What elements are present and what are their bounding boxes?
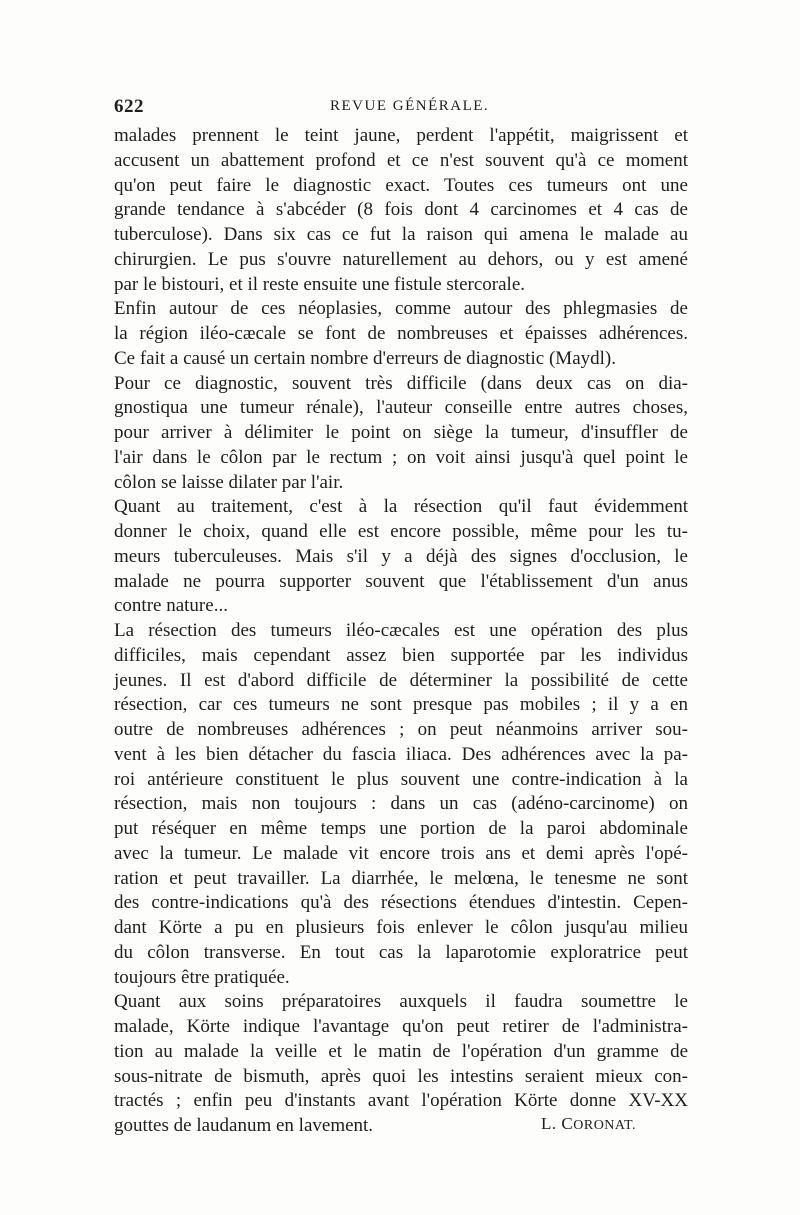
text-line: résection, mais non toujours : dans un cas (adéno-carcinome) on — [114, 793, 688, 815]
text-line: la région iléo-cæcale se font de nombreuses et épaisses adhérences. — [114, 323, 688, 344]
text-line: des contre-indications qu'à des résections étendues d'intestin. Cepen- — [114, 892, 688, 914]
author-surname: ORONAT. — [573, 1118, 636, 1133]
page-number: 622 — [114, 96, 144, 117]
text-line: tion au malade la veille et le matin de l'opération d'un gramme de — [114, 1040, 688, 1062]
text-line: outre de nombreuses adhérences ; on peut néanmoins arriver sou- — [114, 719, 688, 740]
running-head: REVUE GÉNÉRALE. — [330, 98, 490, 114]
text-line: roi antérieure constituent le plus souvent une contre-indication à la — [114, 768, 688, 790]
text-line: Enfin autour de ces néoplasies, comme autour des phlegmasies de — [114, 298, 688, 320]
text-line: côlon se laisse dilater par l'air. — [114, 471, 344, 493]
text-line: gnostiqua une tumeur rénale), l'auteur conseille entre autres choses, — [114, 397, 688, 419]
text-line: du côlon transverse. En tout cas la laparotomie exploratrice peut — [114, 941, 688, 963]
text-line: avec la tumeur. Le malade vit encore trois ans et demi après l'opé- — [114, 842, 688, 864]
text-line: contre nature... — [114, 595, 228, 617]
text-line: Pour ce diagnostic, souvent très difficile (dans deux cas on dia- — [114, 372, 688, 394]
text-line: malade, Körte indique l'avantage qu'on peut retirer de l'administra- — [114, 1016, 688, 1037]
text-line: dant Körte a pu en plusieurs fois enlever le côlon jusqu'au milieu — [114, 917, 688, 938]
author-signature — [541, 1114, 636, 1134]
text-line: chirurgien. Le pus s'ouvre naturellement au dehors, ou y est amené — [114, 248, 688, 270]
article-body — [114, 124, 688, 1139]
text-line: tuberculose). Dans six cas ce fut la raison qui amena le malade au — [114, 224, 688, 245]
text-line: par le bistouri, et il reste ensuite une fistule stercorale. — [114, 273, 525, 295]
text-line: malade ne pourra supporter souvent que l'établissement d'un anus — [114, 570, 688, 592]
page-header — [114, 96, 688, 124]
text-line: gouttes de laudanum en lavement. — [114, 1115, 374, 1136]
text-line: jeunes. Il est d'abord difficile de déterminer la possibilité de cette — [114, 669, 688, 691]
text-line: sous-nitrate de bismuth, après quoi les intestins seraient mieux con- — [114, 1065, 688, 1087]
text-line: donner le choix, quand elle est encore possible, même pour les tu- — [114, 521, 688, 542]
text-line: vent à les bien détacher du fascia iliaca. Des adhérences avec la pa- — [114, 743, 688, 765]
text-line: grande tendance à s'abcéder (8 fois dont 4 carcinomes et 4 cas de — [114, 199, 688, 221]
text-line: La résection des tumeurs iléo-cæcales est une opération des plus — [114, 620, 688, 641]
text-line: tractés ; enfin peu d'instants avant l'opération Körte donne XV-XX — [114, 1090, 688, 1112]
text-line: qu'on peut faire le diagnostic exact. Toutes ces tumeurs ont une — [114, 174, 688, 196]
text-line: toujours être pratiquée. — [114, 966, 290, 988]
text-line: l'air dans le côlon par le rectum ; on voit ainsi jusqu'à quel point le — [114, 446, 688, 468]
text-line: pour arriver à délimiter le point on siège la tumeur, d'insuffler de — [114, 422, 688, 443]
text-line: Quant au traitement, c'est à la résection qu'il faut évidemment — [114, 496, 688, 518]
text-line: meurs tuberculeuses. Mais s'il y a déjà des signes d'occlusion, le — [114, 545, 688, 567]
text-line: malades prennent le teint jaune, perdent l'appétit, maigrissent et — [114, 125, 688, 146]
text-line: Quant aux soins préparatoires auxquels il faudra soumettre le — [114, 991, 688, 1013]
text-line: accusent un abattement profond et ce n'est souvent qu'à ce moment — [114, 149, 688, 171]
author-initial: L. C — [541, 1114, 574, 1133]
closing-line — [114, 1114, 688, 1139]
text-line: ration et peut travailler. La diarrhée, le melœna, le tenesme ne sont — [114, 867, 688, 889]
text-line: résection, car ces tumeurs ne sont presque pas mobiles ; il y a en — [114, 694, 688, 716]
text-line: difficiles, mais cependant assez bien supportée par les individus — [114, 644, 688, 666]
text-line: Ce fait a causé un certain nombre d'erreurs de diagnostic (Maydl). — [114, 347, 616, 369]
text-line: put réséquer en même temps une portion de la paroi abdominale — [114, 818, 688, 839]
